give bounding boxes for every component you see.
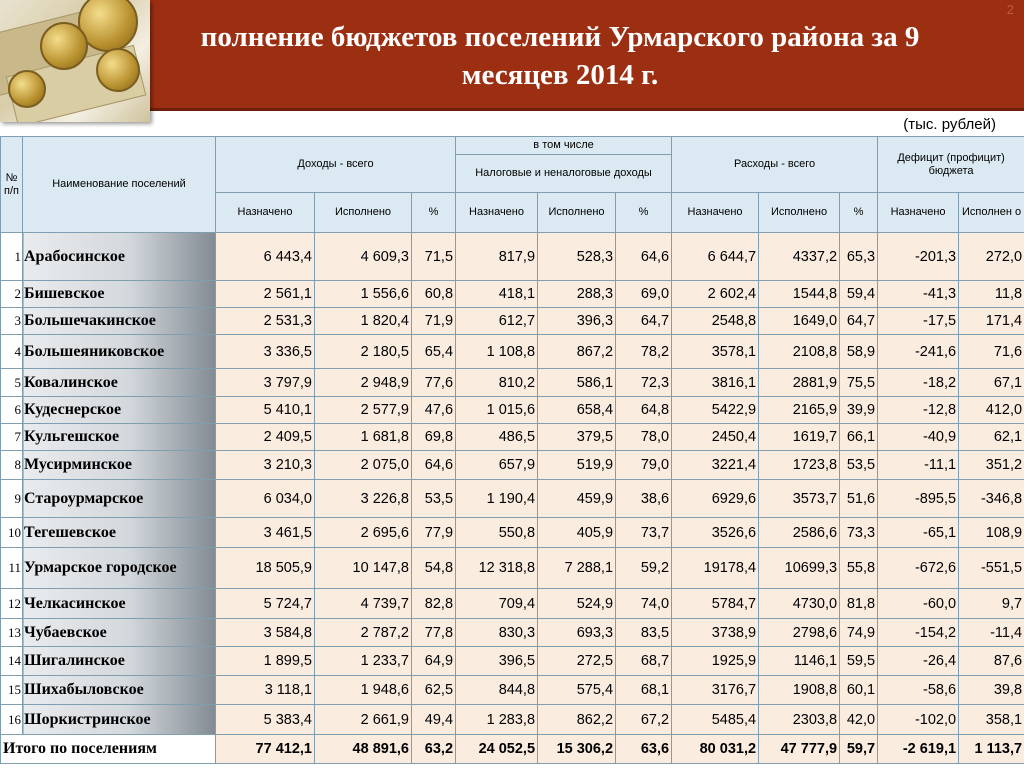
deficit-planned: -60,0 bbox=[878, 589, 959, 619]
deficit-executed: 108,9 bbox=[959, 518, 1024, 548]
expenses-percent: 66,1 bbox=[840, 424, 878, 451]
tax-percent: 78,2 bbox=[616, 335, 672, 369]
deficit-planned: -11,1 bbox=[878, 451, 959, 480]
header-tax-percent: % bbox=[616, 193, 672, 233]
expenses-percent: 53,5 bbox=[840, 451, 878, 480]
tax-percent: 64,7 bbox=[616, 308, 672, 335]
income-planned: 3 210,3 bbox=[216, 451, 315, 480]
tax-planned: 810,2 bbox=[456, 369, 538, 397]
table-row bbox=[1, 451, 1024, 480]
tax-planned: 1 283,8 bbox=[456, 705, 538, 735]
deficit-executed: 171,4 bbox=[959, 308, 1024, 335]
expenses-planned: 5485,4 bbox=[672, 705, 759, 735]
row-number: 7 bbox=[1, 424, 23, 451]
income-planned: 1 899,5 bbox=[216, 647, 315, 676]
tax-executed: 862,2 bbox=[538, 705, 616, 735]
header-expenses-total: Расходы - всего bbox=[672, 137, 878, 193]
deficit-planned: -65,1 bbox=[878, 518, 959, 548]
total-deficit-executed: 1 113,7 bbox=[959, 735, 1024, 764]
expenses-executed: 2881,9 bbox=[759, 369, 840, 397]
expenses-percent: 58,9 bbox=[840, 335, 878, 369]
table-row bbox=[1, 424, 1024, 451]
header-including: в том числе bbox=[456, 137, 672, 155]
table-row bbox=[1, 281, 1024, 308]
deficit-executed: 67,1 bbox=[959, 369, 1024, 397]
income-executed: 10 147,8 bbox=[315, 548, 412, 589]
income-executed: 4 609,3 bbox=[315, 233, 412, 281]
expenses-planned: 2548,8 bbox=[672, 308, 759, 335]
tax-planned: 844,8 bbox=[456, 676, 538, 705]
income-percent: 77,9 bbox=[412, 518, 456, 548]
table-row bbox=[1, 619, 1024, 647]
tax-planned: 830,3 bbox=[456, 619, 538, 647]
income-percent: 82,8 bbox=[412, 589, 456, 619]
header-deficit-planned: Назначено bbox=[878, 193, 959, 233]
header-tax-planned: Назначено bbox=[456, 193, 538, 233]
tax-executed: 867,2 bbox=[538, 335, 616, 369]
expenses-executed: 10699,3 bbox=[759, 548, 840, 589]
income-executed: 1 681,8 bbox=[315, 424, 412, 451]
income-percent: 64,6 bbox=[412, 451, 456, 480]
expenses-executed: 1723,8 bbox=[759, 451, 840, 480]
deficit-executed: 87,6 bbox=[959, 647, 1024, 676]
row-number: 13 bbox=[1, 619, 23, 647]
settlement-name: Бишевское bbox=[23, 281, 216, 308]
expenses-planned: 3738,9 bbox=[672, 619, 759, 647]
income-percent: 54,8 bbox=[412, 548, 456, 589]
header-deficit-executed: Исполнен о bbox=[959, 193, 1024, 233]
tax-planned: 1 015,6 bbox=[456, 397, 538, 424]
expenses-planned: 3526,6 bbox=[672, 518, 759, 548]
table-row bbox=[1, 589, 1024, 619]
tax-executed: 7 288,1 bbox=[538, 548, 616, 589]
row-number: 16 bbox=[1, 705, 23, 735]
income-executed: 1 820,4 bbox=[315, 308, 412, 335]
row-number: 2 bbox=[1, 281, 23, 308]
header-deficit: Дефицит (профицит) бюджета bbox=[878, 137, 1024, 193]
budget-table bbox=[0, 136, 1024, 764]
expenses-executed: 2165,9 bbox=[759, 397, 840, 424]
page-title: полнение бюджетов поселений Урмарского района за 9 месяцев 2014 г. bbox=[200, 21, 920, 91]
income-percent: 77,6 bbox=[412, 369, 456, 397]
table-row bbox=[1, 335, 1024, 369]
deficit-executed: -551,5 bbox=[959, 548, 1024, 589]
tax-percent: 73,7 bbox=[616, 518, 672, 548]
row-number: 6 bbox=[1, 397, 23, 424]
total-tax-executed: 15 306,2 bbox=[538, 735, 616, 764]
settlement-name: Шоркистринское bbox=[23, 705, 216, 735]
header-name: Наименование поселений bbox=[23, 137, 216, 233]
header-income-planned: Назначено bbox=[216, 193, 315, 233]
tax-percent: 78,0 bbox=[616, 424, 672, 451]
income-planned: 6 443,4 bbox=[216, 233, 315, 281]
deficit-executed: 351,2 bbox=[959, 451, 1024, 480]
expenses-planned: 3176,7 bbox=[672, 676, 759, 705]
total-expenses-executed: 47 777,9 bbox=[759, 735, 840, 764]
title-banner bbox=[0, 0, 1024, 111]
expenses-percent: 74,9 bbox=[840, 619, 878, 647]
tax-planned: 1 190,4 bbox=[456, 480, 538, 518]
tax-planned: 817,9 bbox=[456, 233, 538, 281]
coins-photo bbox=[0, 0, 150, 122]
expenses-percent: 42,0 bbox=[840, 705, 878, 735]
income-percent: 65,4 bbox=[412, 335, 456, 369]
income-executed: 2 787,2 bbox=[315, 619, 412, 647]
settlement-name: Кульгешское bbox=[23, 424, 216, 451]
row-number: 15 bbox=[1, 676, 23, 705]
table-row bbox=[1, 397, 1024, 424]
tax-executed: 528,3 bbox=[538, 233, 616, 281]
income-percent: 71,5 bbox=[412, 233, 456, 281]
expenses-executed: 4337,2 bbox=[759, 233, 840, 281]
income-planned: 5 410,1 bbox=[216, 397, 315, 424]
total-tax-planned: 24 052,5 bbox=[456, 735, 538, 764]
deficit-planned: -58,6 bbox=[878, 676, 959, 705]
settlement-name: Чубаевское bbox=[23, 619, 216, 647]
total-expenses-planned: 80 031,2 bbox=[672, 735, 759, 764]
income-percent: 77,8 bbox=[412, 619, 456, 647]
deficit-planned: -18,2 bbox=[878, 369, 959, 397]
settlement-name: Шигалинское bbox=[23, 647, 216, 676]
income-percent: 62,5 bbox=[412, 676, 456, 705]
header-expenses-planned: Назначено bbox=[672, 193, 759, 233]
tax-executed: 519,9 bbox=[538, 451, 616, 480]
tax-planned: 418,1 bbox=[456, 281, 538, 308]
tax-planned: 12 318,8 bbox=[456, 548, 538, 589]
deficit-executed: 62,1 bbox=[959, 424, 1024, 451]
table-row bbox=[1, 369, 1024, 397]
slide-number: 2 bbox=[1006, 2, 1014, 17]
income-executed: 2 180,5 bbox=[315, 335, 412, 369]
income-planned: 6 034,0 bbox=[216, 480, 315, 518]
income-planned: 5 724,7 bbox=[216, 589, 315, 619]
settlement-name: Мусирминское bbox=[23, 451, 216, 480]
expenses-planned: 3221,4 bbox=[672, 451, 759, 480]
header-income-total: Доходы - всего bbox=[216, 137, 456, 193]
tax-percent: 68,1 bbox=[616, 676, 672, 705]
table-row bbox=[1, 518, 1024, 548]
tax-percent: 72,3 bbox=[616, 369, 672, 397]
income-percent: 64,9 bbox=[412, 647, 456, 676]
income-percent: 60,8 bbox=[412, 281, 456, 308]
deficit-planned: -40,9 bbox=[878, 424, 959, 451]
tax-planned: 612,7 bbox=[456, 308, 538, 335]
expenses-percent: 73,3 bbox=[840, 518, 878, 548]
expenses-planned: 6 644,7 bbox=[672, 233, 759, 281]
total-label: Итого по поселениям bbox=[1, 735, 216, 764]
income-planned: 3 118,1 bbox=[216, 676, 315, 705]
tax-planned: 709,4 bbox=[456, 589, 538, 619]
income-executed: 1 948,6 bbox=[315, 676, 412, 705]
tax-executed: 524,9 bbox=[538, 589, 616, 619]
row-number: 8 bbox=[1, 451, 23, 480]
row-number: 10 bbox=[1, 518, 23, 548]
income-planned: 3 797,9 bbox=[216, 369, 315, 397]
tax-executed: 272,5 bbox=[538, 647, 616, 676]
income-percent: 47,6 bbox=[412, 397, 456, 424]
total-expenses-percent: 59,7 bbox=[840, 735, 878, 764]
tax-planned: 1 108,8 bbox=[456, 335, 538, 369]
row-number: 9 bbox=[1, 480, 23, 518]
units-label: (тыс. рублей) bbox=[903, 116, 996, 133]
tax-executed: 459,9 bbox=[538, 480, 616, 518]
expenses-executed: 1908,8 bbox=[759, 676, 840, 705]
income-percent: 53,5 bbox=[412, 480, 456, 518]
row-number: 12 bbox=[1, 589, 23, 619]
income-percent: 69,8 bbox=[412, 424, 456, 451]
tax-planned: 550,8 bbox=[456, 518, 538, 548]
income-planned: 2 561,1 bbox=[216, 281, 315, 308]
settlement-name: Челкасинское bbox=[23, 589, 216, 619]
tax-percent: 83,5 bbox=[616, 619, 672, 647]
settlement-name: Ковалинское bbox=[23, 369, 216, 397]
expenses-planned: 2 602,4 bbox=[672, 281, 759, 308]
table-row bbox=[1, 676, 1024, 705]
income-planned: 3 461,5 bbox=[216, 518, 315, 548]
expenses-planned: 1925,9 bbox=[672, 647, 759, 676]
deficit-planned: -672,6 bbox=[878, 548, 959, 589]
expenses-executed: 2586,6 bbox=[759, 518, 840, 548]
income-executed: 2 661,9 bbox=[315, 705, 412, 735]
table-row bbox=[1, 480, 1024, 518]
tax-percent: 68,7 bbox=[616, 647, 672, 676]
settlement-name: Арабосинское bbox=[23, 233, 216, 281]
income-planned: 2 531,3 bbox=[216, 308, 315, 335]
header-income-percent: % bbox=[412, 193, 456, 233]
tax-planned: 396,5 bbox=[456, 647, 538, 676]
income-executed: 1 556,6 bbox=[315, 281, 412, 308]
tax-executed: 575,4 bbox=[538, 676, 616, 705]
table-row bbox=[1, 647, 1024, 676]
expenses-percent: 39,9 bbox=[840, 397, 878, 424]
tax-percent: 69,0 bbox=[616, 281, 672, 308]
deficit-planned: -12,8 bbox=[878, 397, 959, 424]
settlement-name: Большечакинское bbox=[23, 308, 216, 335]
settlement-name: Урмарское городское bbox=[23, 548, 216, 589]
expenses-percent: 81,8 bbox=[840, 589, 878, 619]
table-row bbox=[1, 233, 1024, 281]
expenses-percent: 60,1 bbox=[840, 676, 878, 705]
income-planned: 5 383,4 bbox=[216, 705, 315, 735]
table-row bbox=[1, 308, 1024, 335]
income-percent: 71,9 bbox=[412, 308, 456, 335]
income-executed: 4 739,7 bbox=[315, 589, 412, 619]
deficit-planned: -201,3 bbox=[878, 233, 959, 281]
header-tax-income: Налоговые и неналоговые доходы bbox=[456, 155, 672, 193]
total-tax-percent: 63,6 bbox=[616, 735, 672, 764]
expenses-executed: 1649,0 bbox=[759, 308, 840, 335]
tax-percent: 64,8 bbox=[616, 397, 672, 424]
header-num: № п/п bbox=[1, 137, 23, 233]
row-number: 11 bbox=[1, 548, 23, 589]
income-executed: 3 226,8 bbox=[315, 480, 412, 518]
deficit-planned: -102,0 bbox=[878, 705, 959, 735]
expenses-planned: 6929,6 bbox=[672, 480, 759, 518]
deficit-planned: -241,6 bbox=[878, 335, 959, 369]
expenses-percent: 59,5 bbox=[840, 647, 878, 676]
table-row bbox=[1, 705, 1024, 735]
expenses-planned: 19178,4 bbox=[672, 548, 759, 589]
total-row bbox=[1, 735, 1024, 764]
expenses-percent: 65,3 bbox=[840, 233, 878, 281]
row-number: 3 bbox=[1, 308, 23, 335]
expenses-percent: 55,8 bbox=[840, 548, 878, 589]
row-number: 4 bbox=[1, 335, 23, 369]
income-planned: 3 336,5 bbox=[216, 335, 315, 369]
income-planned: 3 584,8 bbox=[216, 619, 315, 647]
deficit-planned: -154,2 bbox=[878, 619, 959, 647]
tax-percent: 38,6 bbox=[616, 480, 672, 518]
tax-executed: 658,4 bbox=[538, 397, 616, 424]
tax-planned: 657,9 bbox=[456, 451, 538, 480]
tax-executed: 288,3 bbox=[538, 281, 616, 308]
expenses-planned: 5784,7 bbox=[672, 589, 759, 619]
row-number: 14 bbox=[1, 647, 23, 676]
income-executed: 2 948,9 bbox=[315, 369, 412, 397]
expenses-planned: 3578,1 bbox=[672, 335, 759, 369]
deficit-planned: -895,5 bbox=[878, 480, 959, 518]
deficit-executed: -11,4 bbox=[959, 619, 1024, 647]
total-income-planned: 77 412,1 bbox=[216, 735, 315, 764]
total-income-percent: 63,2 bbox=[412, 735, 456, 764]
income-planned: 2 409,5 bbox=[216, 424, 315, 451]
tax-executed: 693,3 bbox=[538, 619, 616, 647]
expenses-percent: 64,7 bbox=[840, 308, 878, 335]
row-number: 5 bbox=[1, 369, 23, 397]
deficit-executed: 412,0 bbox=[959, 397, 1024, 424]
deficit-planned: -41,3 bbox=[878, 281, 959, 308]
settlement-name: Староурмарское bbox=[23, 480, 216, 518]
deficit-planned: -17,5 bbox=[878, 308, 959, 335]
tax-percent: 74,0 bbox=[616, 589, 672, 619]
settlement-name: Большеяниковское bbox=[23, 335, 216, 369]
expenses-planned: 5422,9 bbox=[672, 397, 759, 424]
row-number: 1 bbox=[1, 233, 23, 281]
income-executed: 2 075,0 bbox=[315, 451, 412, 480]
income-planned: 18 505,9 bbox=[216, 548, 315, 589]
tax-executed: 379,5 bbox=[538, 424, 616, 451]
expenses-executed: 4730,0 bbox=[759, 589, 840, 619]
expenses-executed: 2108,8 bbox=[759, 335, 840, 369]
tax-percent: 67,2 bbox=[616, 705, 672, 735]
header-income-executed: Исполнено bbox=[315, 193, 412, 233]
expenses-executed: 1146,1 bbox=[759, 647, 840, 676]
expenses-executed: 3573,7 bbox=[759, 480, 840, 518]
total-deficit-planned: -2 619,1 bbox=[878, 735, 959, 764]
settlement-name: Кудеснерское bbox=[23, 397, 216, 424]
deficit-executed: -346,8 bbox=[959, 480, 1024, 518]
tax-executed: 405,9 bbox=[538, 518, 616, 548]
deficit-planned: -26,4 bbox=[878, 647, 959, 676]
total-income-executed: 48 891,6 bbox=[315, 735, 412, 764]
tax-percent: 64,6 bbox=[616, 233, 672, 281]
income-executed: 2 577,9 bbox=[315, 397, 412, 424]
expenses-executed: 2303,8 bbox=[759, 705, 840, 735]
expenses-executed: 2798,6 bbox=[759, 619, 840, 647]
header-expenses-percent: % bbox=[840, 193, 878, 233]
expenses-planned: 2450,4 bbox=[672, 424, 759, 451]
tax-executed: 586,1 bbox=[538, 369, 616, 397]
expenses-percent: 75,5 bbox=[840, 369, 878, 397]
table-row bbox=[1, 548, 1024, 589]
expenses-percent: 59,4 bbox=[840, 281, 878, 308]
deficit-executed: 39,8 bbox=[959, 676, 1024, 705]
tax-executed: 396,3 bbox=[538, 308, 616, 335]
deficit-executed: 272,0 bbox=[959, 233, 1024, 281]
expenses-executed: 1544,8 bbox=[759, 281, 840, 308]
expenses-percent: 51,6 bbox=[840, 480, 878, 518]
deficit-executed: 358,1 bbox=[959, 705, 1024, 735]
income-executed: 1 233,7 bbox=[315, 647, 412, 676]
settlement-name: Тегешевское bbox=[23, 518, 216, 548]
tax-percent: 59,2 bbox=[616, 548, 672, 589]
tax-planned: 486,5 bbox=[456, 424, 538, 451]
header-expenses-executed: Исполнено bbox=[759, 193, 840, 233]
income-percent: 49,4 bbox=[412, 705, 456, 735]
deficit-executed: 71,6 bbox=[959, 335, 1024, 369]
deficit-executed: 11,8 bbox=[959, 281, 1024, 308]
deficit-executed: 9,7 bbox=[959, 589, 1024, 619]
expenses-planned: 3816,1 bbox=[672, 369, 759, 397]
header-tax-executed: Исполнено bbox=[538, 193, 616, 233]
income-executed: 2 695,6 bbox=[315, 518, 412, 548]
expenses-executed: 1619,7 bbox=[759, 424, 840, 451]
settlement-name: Шихабыловское bbox=[23, 676, 216, 705]
tax-percent: 79,0 bbox=[616, 451, 672, 480]
